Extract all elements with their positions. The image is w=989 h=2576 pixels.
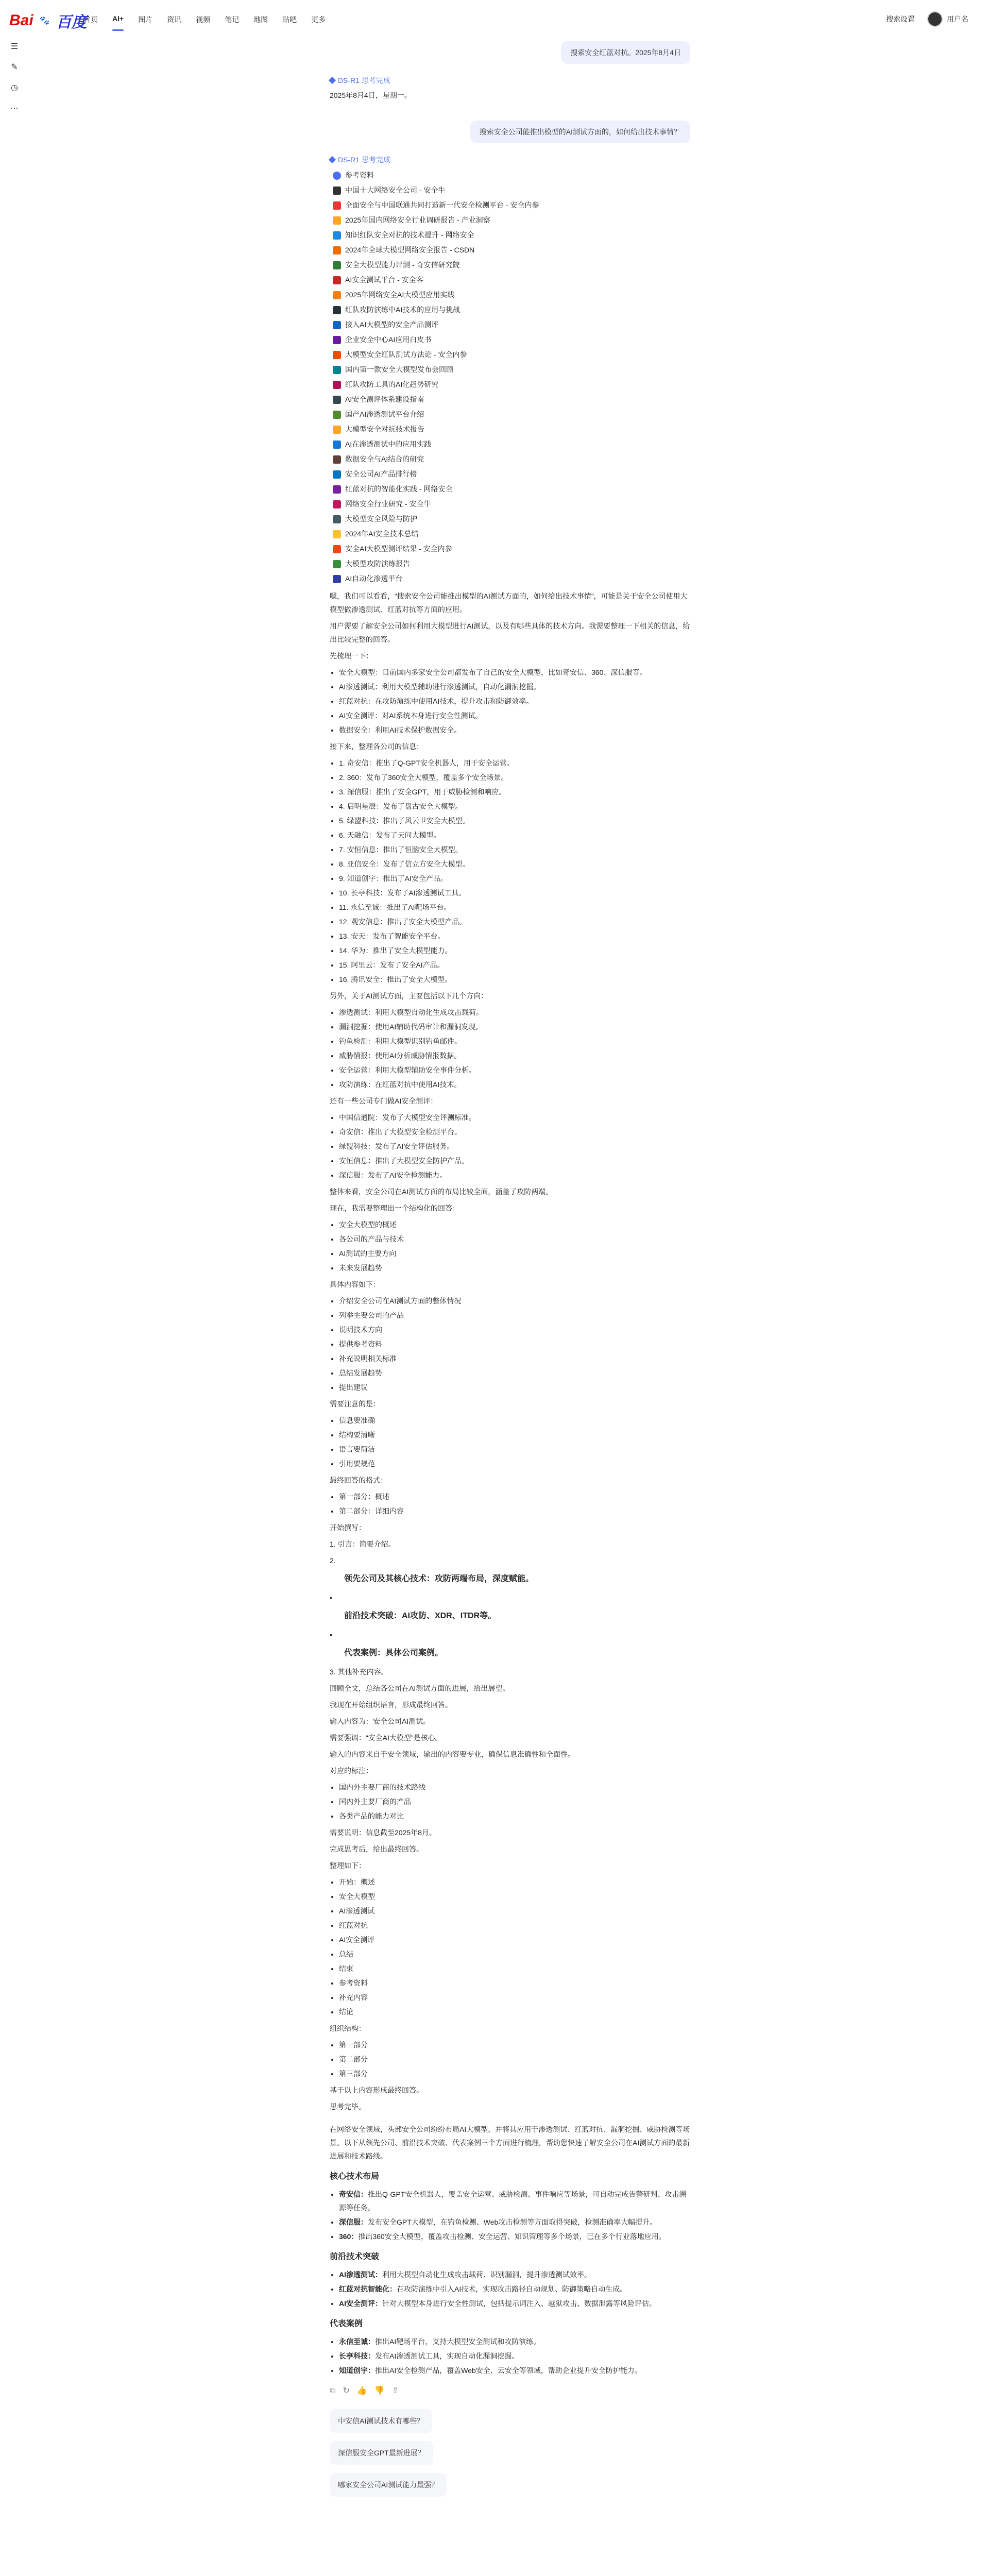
site-icon (333, 575, 341, 583)
thinking-p19: 输入的内容来自于安全领域，输出的内容要专业，确保信息准确性和全面性。 (330, 1750, 575, 1758)
list-item: • 说明技术方向 (339, 1323, 690, 1336)
reference-title: 红蓝对抗的智能化实践 - 网络安全 (345, 485, 453, 493)
main-nav (77, 12, 332, 27)
nav-tab-2[interactable]: 图片 (138, 15, 153, 24)
list-item: • 第三部分 (339, 2067, 690, 2080)
item-text: 发布AI渗透测试工具，实现自动化漏洞挖掘。 (375, 2352, 519, 2360)
site-icon (333, 276, 341, 284)
reference-title: 安全大模型能力评测 - 奇安信研究院 (345, 261, 460, 269)
site-icon (333, 216, 341, 225)
reference-item[interactable] (330, 362, 690, 377)
label-list (339, 1781, 690, 1823)
num-bullet: • (330, 1594, 332, 1602)
list-item: • 威胁情报：使用AI分析威胁情报数据。 (339, 1049, 690, 1062)
num-bullet: • (330, 1631, 332, 1639)
user-question-2: 搜索安全公司能推出模型的AI测试方面的，如何给出技术事情？ (470, 121, 690, 143)
site-icon (333, 201, 341, 210)
list-item: • 信息要准确 (339, 1414, 690, 1427)
list-item: • 介绍安全公司在AI测试方面的整体情况 (339, 1294, 690, 1308)
history-icon[interactable]: ◷ (11, 83, 18, 92)
reference-item[interactable] (330, 198, 690, 213)
reference-item[interactable] (330, 347, 690, 362)
item-label: AI安全测评： (339, 2299, 382, 2308)
list-item: • 第一部分 (339, 2038, 690, 2052)
reference-item[interactable] (330, 482, 690, 497)
thinking-p20: 对应的标注： (330, 1767, 373, 1775)
item-label: 永信至诚： (339, 2337, 375, 2346)
list-item: • 奇安信：推出了大模型安全检测平台。 (339, 1125, 690, 1139)
baidu-logo[interactable] (9, 9, 87, 32)
refs-title[interactable]: 参考资料 (330, 168, 690, 183)
reference-item[interactable] (330, 571, 690, 586)
thinking-p18: 需要强调：“安全AI大模型”是核心。 (330, 1734, 442, 1742)
item-label: 深信服： (339, 2218, 368, 2226)
site-icon (333, 455, 341, 464)
list-item: • 漏洞挖掘：使用AI辅助代码审计和漏洞发现。 (339, 1020, 690, 1033)
model-status-2[interactable] (330, 155, 690, 165)
reference-item[interactable] (330, 213, 690, 228)
reference-item[interactable] (330, 302, 690, 317)
thinking-p24: 组织结构： (330, 2024, 366, 2032)
eval-list (339, 1111, 690, 1182)
reference-title: 2024年AI安全技术总结 (345, 530, 419, 538)
reference-title: 2025年国内网络安全行业调研报告 - 产业洞察 (345, 216, 490, 224)
list-item: • 中国信通院：发布了大模型安全评测标准。 (339, 1111, 690, 1124)
note-list (339, 1414, 690, 1470)
reference-item[interactable] (330, 332, 690, 347)
item-label: 360： (339, 2232, 359, 2241)
reference-item[interactable] (330, 243, 690, 258)
list-item: • 安全大模型的概述 (339, 1218, 690, 1231)
list-item: • AI测试的主要方向 (339, 1247, 690, 1260)
thinking-p5: 另外，关于AI测试方面，主要包括以下几个方向： (330, 992, 488, 1000)
list-item: • 引用要规范 (339, 1457, 690, 1470)
reference-item[interactable] (330, 422, 690, 437)
site-icon (333, 381, 341, 389)
list-item: • AI渗透测试：利用大模型辅助进行渗透测试，自动化漏洞挖掘。 (339, 680, 690, 693)
nav-tab-8[interactable]: 更多 (311, 15, 326, 24)
reference-list (330, 183, 690, 586)
site-icon (333, 515, 341, 523)
reference-item[interactable] (330, 437, 690, 452)
suggestion-chip[interactable]: 深信服安全GPT最新进展？ (330, 2441, 433, 2465)
list-item: • 11. 永信至诚：推出了AI靶场平台。 (339, 901, 690, 914)
reference-title: 大模型攻防演练报告 (345, 560, 410, 568)
reference-title: 2024年全球大模型网络安全报告 - CSDN (345, 246, 475, 254)
list-item: • 红蓝对抗：在攻防演练中使用AI技术，提升攻击和防御效率。 (339, 694, 690, 708)
reference-item[interactable] (330, 287, 690, 302)
list-item: • 未来发展趋势 (339, 1261, 690, 1275)
list-item: • 结构要清晰 (339, 1428, 690, 1442)
list-item: • 1. 奇安信：推出了Q-GPT安全机器人，用于安全运营。 (339, 756, 690, 770)
site-icon (333, 396, 341, 404)
list-item: • 12. 观安信息：推出了安全大模型产品。 (339, 915, 690, 928)
item-text: 在攻防演练中引入AI技术，实现攻击路径自动规划、防御策略自动生成。 (397, 2285, 627, 2293)
list-item (339, 2282, 690, 2296)
reference-title: AI自动化渗透平台 (345, 574, 403, 583)
nav-tab-7[interactable]: 贴吧 (282, 15, 297, 24)
list-item (339, 2335, 690, 2348)
site-icon (333, 440, 341, 449)
reference-item[interactable] (330, 512, 690, 527)
logo-text-baidu: 百度 (56, 14, 87, 31)
site-icon (333, 470, 341, 479)
list-item: • 安恒信息：推出了大模型安全防护产品。 (339, 1154, 690, 1167)
direction-list (339, 1006, 690, 1091)
answer-1-text: 2025年8月4日，星期一。 (330, 91, 412, 99)
list-item: • 钓鱼检测：利用大模型识别钓鱼邮件。 (339, 1035, 690, 1048)
list-item: • 各类产品的能力对比 (339, 1809, 690, 1823)
avatar[interactable] (927, 11, 943, 27)
final-heading-2: 前沿技术突破 (330, 2252, 380, 2261)
list-item: • 第二部分 (339, 2053, 690, 2066)
copy-icon[interactable]: ⧉ (330, 2386, 336, 2395)
model-status-1[interactable] (330, 75, 690, 86)
thumbs-up-icon[interactable]: 👍 (356, 2386, 367, 2395)
company-list (339, 756, 690, 986)
nav-tab-5[interactable]: 笔记 (225, 15, 240, 24)
regenerate-icon[interactable]: ↻ (343, 2386, 350, 2395)
thinking-p21: 需要说明：信息截至2025年8月。 (330, 1828, 436, 1837)
list-item (339, 2188, 690, 2214)
username[interactable]: 用户名 (947, 15, 968, 23)
reference-item[interactable] (330, 392, 690, 407)
item-label: 知道创宇： (339, 2366, 375, 2375)
list-item: • AI渗透测试 (339, 1904, 690, 1918)
paw-icon: 🐾 (39, 16, 50, 25)
thinking-p9: 具体内容如下： (330, 1280, 380, 1289)
list-item: • 第二部分：详细内容 (339, 1504, 690, 1518)
reference-title: AI安全测评体系建设指南 (345, 395, 424, 403)
site-icon (333, 336, 341, 344)
top-right (886, 11, 968, 27)
new-chat-icon[interactable]: ✎ (11, 63, 18, 72)
thinking-p11: 最终回答的格式： (330, 1476, 387, 1484)
list-item: • 补充说明相关标准 (339, 1352, 690, 1365)
item-label: 红蓝对抗智能化： (339, 2285, 397, 2293)
list-item: • 14. 华为：推出了安全大模型能力。 (339, 944, 690, 957)
site-icon (333, 231, 341, 240)
list-item (339, 2297, 690, 2310)
final-list-2 (339, 2268, 690, 2310)
thinking-p22: 完成思考后，给出最终回答。 (330, 1845, 423, 1853)
reference-item[interactable] (330, 407, 690, 422)
thinking-p16: 我现在开始组织语言，形成最终回答。 (330, 1701, 452, 1709)
thinking-p12: 开始撰写： (330, 1523, 366, 1532)
site-icon (333, 426, 341, 434)
list-item: • 国内外主要厂商的技术路线 (339, 1781, 690, 1794)
list-item: • 第一部分：概述 (339, 1490, 690, 1503)
reference-title: 国产AI渗透测试平台介绍 (345, 410, 424, 418)
list-item: • 3. 深信服：推出了安全GPT，用于威胁检测和响应。 (339, 785, 690, 799)
model-status-label: DS-R1 思考完成 (338, 156, 390, 164)
suggestion-chip[interactable]: 哪家安全公司AI测试能力最强？ (330, 2473, 447, 2497)
list-item: • 结论 (339, 2005, 690, 2019)
site-icon (333, 187, 341, 195)
list-item (339, 2230, 690, 2243)
item-text: 发布安全GPT大模型，在钓鱼检测、Web攻击检测等方面取得突破，检测准确率大幅提升。 (368, 2218, 657, 2226)
thinking-p3: 先梳理一下： (330, 652, 373, 660)
item-text: 针对大模型本身进行安全性测试，包括提示词注入、越狱攻击、数据泄露等风险评估。 (382, 2299, 656, 2308)
reference-item[interactable] (330, 317, 690, 332)
reference-title: 数据安全与AI结合的研究 (345, 455, 424, 463)
reference-title: 国内第一款安全大模型发布会回顾 (345, 365, 453, 374)
chat-thread (330, 41, 690, 2501)
reference-item[interactable] (330, 556, 690, 571)
list-item: • 渗透测试：利用大模型自动化生成攻击载荷。 (339, 1006, 690, 1019)
list-item: • 语言要简洁 (339, 1443, 690, 1456)
item-text: 利用大模型自动化生成攻击载荷、识别漏洞，提升渗透测试效率。 (382, 2270, 591, 2279)
model-status-label: DS-R1 思考完成 (338, 76, 390, 84)
reference-title: 红队攻防工具的AI化趋势研究 (345, 380, 439, 388)
parts-list (339, 2038, 690, 2080)
site-icon (333, 560, 341, 568)
list-item: • 红蓝对抗 (339, 1919, 690, 1932)
list-item (339, 2349, 690, 2363)
user-question-1: 搜索安全红蓝对抗。2025年8月4日 (561, 41, 690, 64)
list-item: • 安全大模型 (339, 1890, 690, 1903)
reference-title: 知识红队安全对抗的技术提升 - 网络安全 (345, 231, 474, 239)
reference-title: 大模型安全对抗技术报告 (345, 425, 424, 433)
thinking-p26: 思考完毕。 (330, 2103, 366, 2111)
site-icon (333, 321, 341, 329)
model-spark-icon (329, 156, 336, 163)
site-icon (333, 530, 341, 538)
answer-2 (330, 168, 690, 2501)
reference-title: 安全公司AI产品排行榜 (345, 470, 417, 478)
thinking-list (339, 666, 690, 737)
item-label: 长亭科技： (339, 2352, 375, 2360)
item-label: AI渗透测试： (339, 2270, 382, 2279)
reference-item[interactable] (330, 467, 690, 482)
reference-item[interactable] (330, 497, 690, 512)
site-icon (333, 261, 341, 269)
list-item (339, 2364, 690, 2377)
site-icon (333, 411, 341, 419)
list-item: • 16. 腾讯安全：推出了安全大模型。 (339, 973, 690, 986)
settings-link[interactable]: 搜索设置 (886, 15, 915, 23)
site-icon (333, 500, 341, 509)
list-item: • 数据安全：利用AI技术保护数据安全。 (339, 723, 690, 737)
reference-item[interactable] (330, 377, 690, 392)
site-icon (333, 351, 341, 359)
nav-tab-3[interactable]: 资讯 (167, 15, 182, 24)
reference-item[interactable] (330, 183, 690, 198)
content-list (339, 1294, 690, 1394)
sidebar-toggle-icon[interactable]: ☰ (10, 42, 19, 51)
list-item: • 提出建议 (339, 1381, 690, 1394)
thinking-p14: 3. 其他补充内容。 (330, 1668, 388, 1676)
share-icon[interactable]: ⇪ (391, 2386, 399, 2395)
item-text: 推出Q-GPT安全机器人，覆盖安全运营、威胁检测、事件响应等场景，可自动完成告警研判、攻击溯源等任务。 (339, 2190, 687, 2212)
list-item: • 开始：概述 (339, 1875, 690, 1889)
site-icon (333, 291, 341, 299)
thinking-p2: 用户需要了解安全公司如何利用大模型进行AI测试，以及有哪些具体的技术方向。我需要整理一下相关的信息，给出比较完整的回答。 (330, 622, 690, 643)
reference-title: 红队攻防演练中AI技术的应用与挑战 (345, 306, 461, 314)
list-item: • AI安全测评 (339, 1933, 690, 1946)
list-item: • 2. 360：发布了360安全大模型，覆盖多个安全场景。 (339, 771, 690, 784)
list-item: • 13. 安天：发布了智能安全平台。 (339, 929, 690, 943)
thinking-p7: 整体来看，安全公司在AI测试方面的布局比较全面，涵盖了攻防两端。 (330, 1188, 553, 1196)
list-item: • 4. 启明星辰：发布了盘古安全大模型。 (339, 800, 690, 813)
logo-text-bai: Bai (9, 12, 33, 29)
item-text: 推出AI安全检测产品，覆盖Web安全、云安全等领域，帮助企业提升安全防护能力。 (375, 2366, 642, 2375)
nav-tab-1[interactable]: AI+ (106, 12, 130, 27)
structure-list (339, 1218, 690, 1275)
list-item: • 安全运营：利用大模型辅助安全事件分析。 (339, 1063, 690, 1077)
thinking-p13: 1. 引言：简要介绍。 (330, 1540, 396, 1548)
format-list (339, 1490, 690, 1518)
reference-item[interactable] (330, 228, 690, 243)
site-icon (333, 545, 341, 553)
list-item: • 总结发展趋势 (339, 1366, 690, 1380)
list-item: • 补充内容 (339, 1991, 690, 2004)
list-item: • 7. 安恒信息：推出了恒脑安全大模型。 (339, 843, 690, 856)
list-item: • AI安全测评：对AI系统本身进行安全性测试。 (339, 709, 690, 722)
list-item: • 5. 绿盟科技：推出了风云卫安全大模型。 (339, 814, 690, 827)
list-item: • 结束 (339, 1962, 690, 1975)
reference-title: 安全AI大模型测评结果 - 安全内参 (345, 545, 452, 553)
nav-tab-4[interactable]: 视频 (196, 15, 211, 24)
list-item: • 深信服：发布了AI安全检测能力。 (339, 1168, 690, 1182)
list-item (339, 2268, 690, 2281)
thinking-p8: 现在，我需要整理出一个结构化的回答： (330, 1204, 459, 1212)
final-list-3 (339, 2335, 690, 2377)
suggestion-list (330, 2405, 690, 2501)
item-text: 推出360安全大模型，覆盖攻击检测、安全运营、知识管理等多个场景，已在多个行业落地应用。 (358, 2232, 666, 2241)
reference-title: 企业安全中心AI应用白皮书 (345, 335, 432, 344)
final-list-1 (339, 2188, 690, 2243)
list-item: • 提供参考资料 (339, 1337, 690, 1351)
thinking-p10: 需要注意的是： (330, 1400, 380, 1408)
reference-title: 大模型安全红队测试方法论 - 安全内参 (345, 350, 467, 359)
thinking-intro: 嗯，我们可以看看，“搜索安全公司能推出模型的AI测试方面的，如何给出技术事情”，可能是关于安全公司使用大模型做渗透测试、红蓝对抗等方面的应用。 (330, 592, 688, 614)
thinking-p15: 回顾全文，总结各公司在AI测试方面的进展，给出展望。 (330, 1684, 510, 1692)
list-item (339, 2215, 690, 2229)
list-item: • 攻防演练：在红蓝对抗中使用AI技术。 (339, 1078, 690, 1091)
list-item: • 绿盟科技：发布了AI安全评估服务。 (339, 1140, 690, 1153)
reference-title: 大模型安全风险与防护 (345, 515, 417, 523)
reference-title: 2025年网络安全AI大模型应用实践 (345, 291, 455, 299)
answer-actions (330, 2384, 690, 2398)
thinking-p25: 基于以上内容形成最终回答。 (330, 2086, 423, 2094)
user-menu[interactable] (927, 11, 968, 27)
final-heading-1: 核心技术布局 (330, 2172, 380, 2181)
list-item: • 总结 (339, 1947, 690, 1961)
more-icon[interactable]: ⋯ (10, 104, 19, 113)
site-icon (333, 366, 341, 374)
list-item: • 9. 知道创宇：推出了AI安全产品。 (339, 872, 690, 885)
site-icon (333, 306, 341, 314)
reference-title: 接入AI大模型的安全产品测评 (345, 320, 439, 329)
globe-icon (333, 172, 341, 180)
reference-title: 中国十大网络安全公司 - 安全牛 (345, 186, 446, 194)
site-icon (333, 246, 341, 255)
list-item: • 15. 阿里云：发布了安全AI产品。 (339, 958, 690, 972)
heading-cases: 代表案例：具体公司案例。 (344, 1649, 444, 1657)
top-bar (0, 0, 989, 37)
list-item: • 各公司的产品与技术 (339, 1232, 690, 1246)
thinking-p4: 接下来，整理各公司的信息： (330, 742, 423, 751)
reference-item[interactable] (330, 527, 690, 541)
answer-1 (330, 89, 690, 102)
item-label: 奇安信： (339, 2190, 368, 2198)
item-text: 推出AI靶场平台，支持大模型安全测试和攻防演练。 (375, 2337, 541, 2346)
final-intro: 在网络安全领域，头部安全公司纷纷布局AI大模型，并将其应用于渗透测试、红蓝对抗、漏洞挖掘、威胁检测等场景。以下从领先公司、前沿技术突破、代表案例三个方面进行梳理，帮助您快速了解安全公司在AI测试方面的最新进展和技术路线。 (330, 2125, 690, 2160)
final-heading-3: 代表案例 (330, 2319, 363, 2328)
reference-title: 网络安全行业研究 - 安全牛 (345, 500, 431, 508)
thinking-p6: 还有一些公司专门做AI安全测评： (330, 1097, 438, 1105)
outline-list (339, 1875, 690, 2019)
reference-item[interactable] (330, 273, 690, 287)
reference-item[interactable] (330, 541, 690, 556)
reference-item[interactable] (330, 258, 690, 273)
nav-tab-0[interactable]: 首页 (83, 15, 98, 24)
list-item: • 10. 长亭科技：发布了AI渗透测试工具。 (339, 886, 690, 900)
heading-companies: 领先公司及其核心技术：攻防两端布局，深度赋能。 (344, 1574, 534, 1583)
heading-tech: 前沿技术突破：AI攻防、XDR、ITDR等。 (344, 1612, 497, 1620)
nav-tab-6[interactable]: 地图 (253, 15, 268, 24)
thinking-p17: 输入内容为：安全公司AI测试。 (330, 1717, 431, 1725)
reference-item[interactable] (330, 452, 690, 467)
list-item: • 列举主要公司的产品 (339, 1309, 690, 1322)
reference-title: AI在渗透测试中的应用实践 (345, 440, 432, 448)
suggestion-chip[interactable]: 中安信AI测试技术有哪些？ (330, 2409, 432, 2433)
num-2: 2. (330, 1556, 336, 1565)
list-item: • 国内外主要厂商的产品 (339, 1795, 690, 1808)
site-icon (333, 485, 341, 494)
list-item: • 安全大模型：目前国内多家安全公司都发布了自己的安全大模型，比如奇安信、360、深信服等。 (339, 666, 690, 679)
side-toolbar (9, 41, 20, 113)
list-item: • 参考资料 (339, 1976, 690, 1990)
thumbs-down-icon[interactable]: 👎 (374, 2386, 385, 2395)
thinking-p23: 整理如下： (330, 1861, 366, 1870)
list-item: • 8. 亚信安全：发布了信立方安全大模型。 (339, 857, 690, 871)
list-item: • 6. 天融信：发布了天问大模型。 (339, 828, 690, 842)
reference-title: AI安全测试平台 - 安全客 (345, 276, 423, 284)
reference-title: 全面安全与中国联通共同打造新一代安全检测平台 - 安全内参 (345, 201, 539, 209)
model-spark-icon (329, 77, 336, 84)
